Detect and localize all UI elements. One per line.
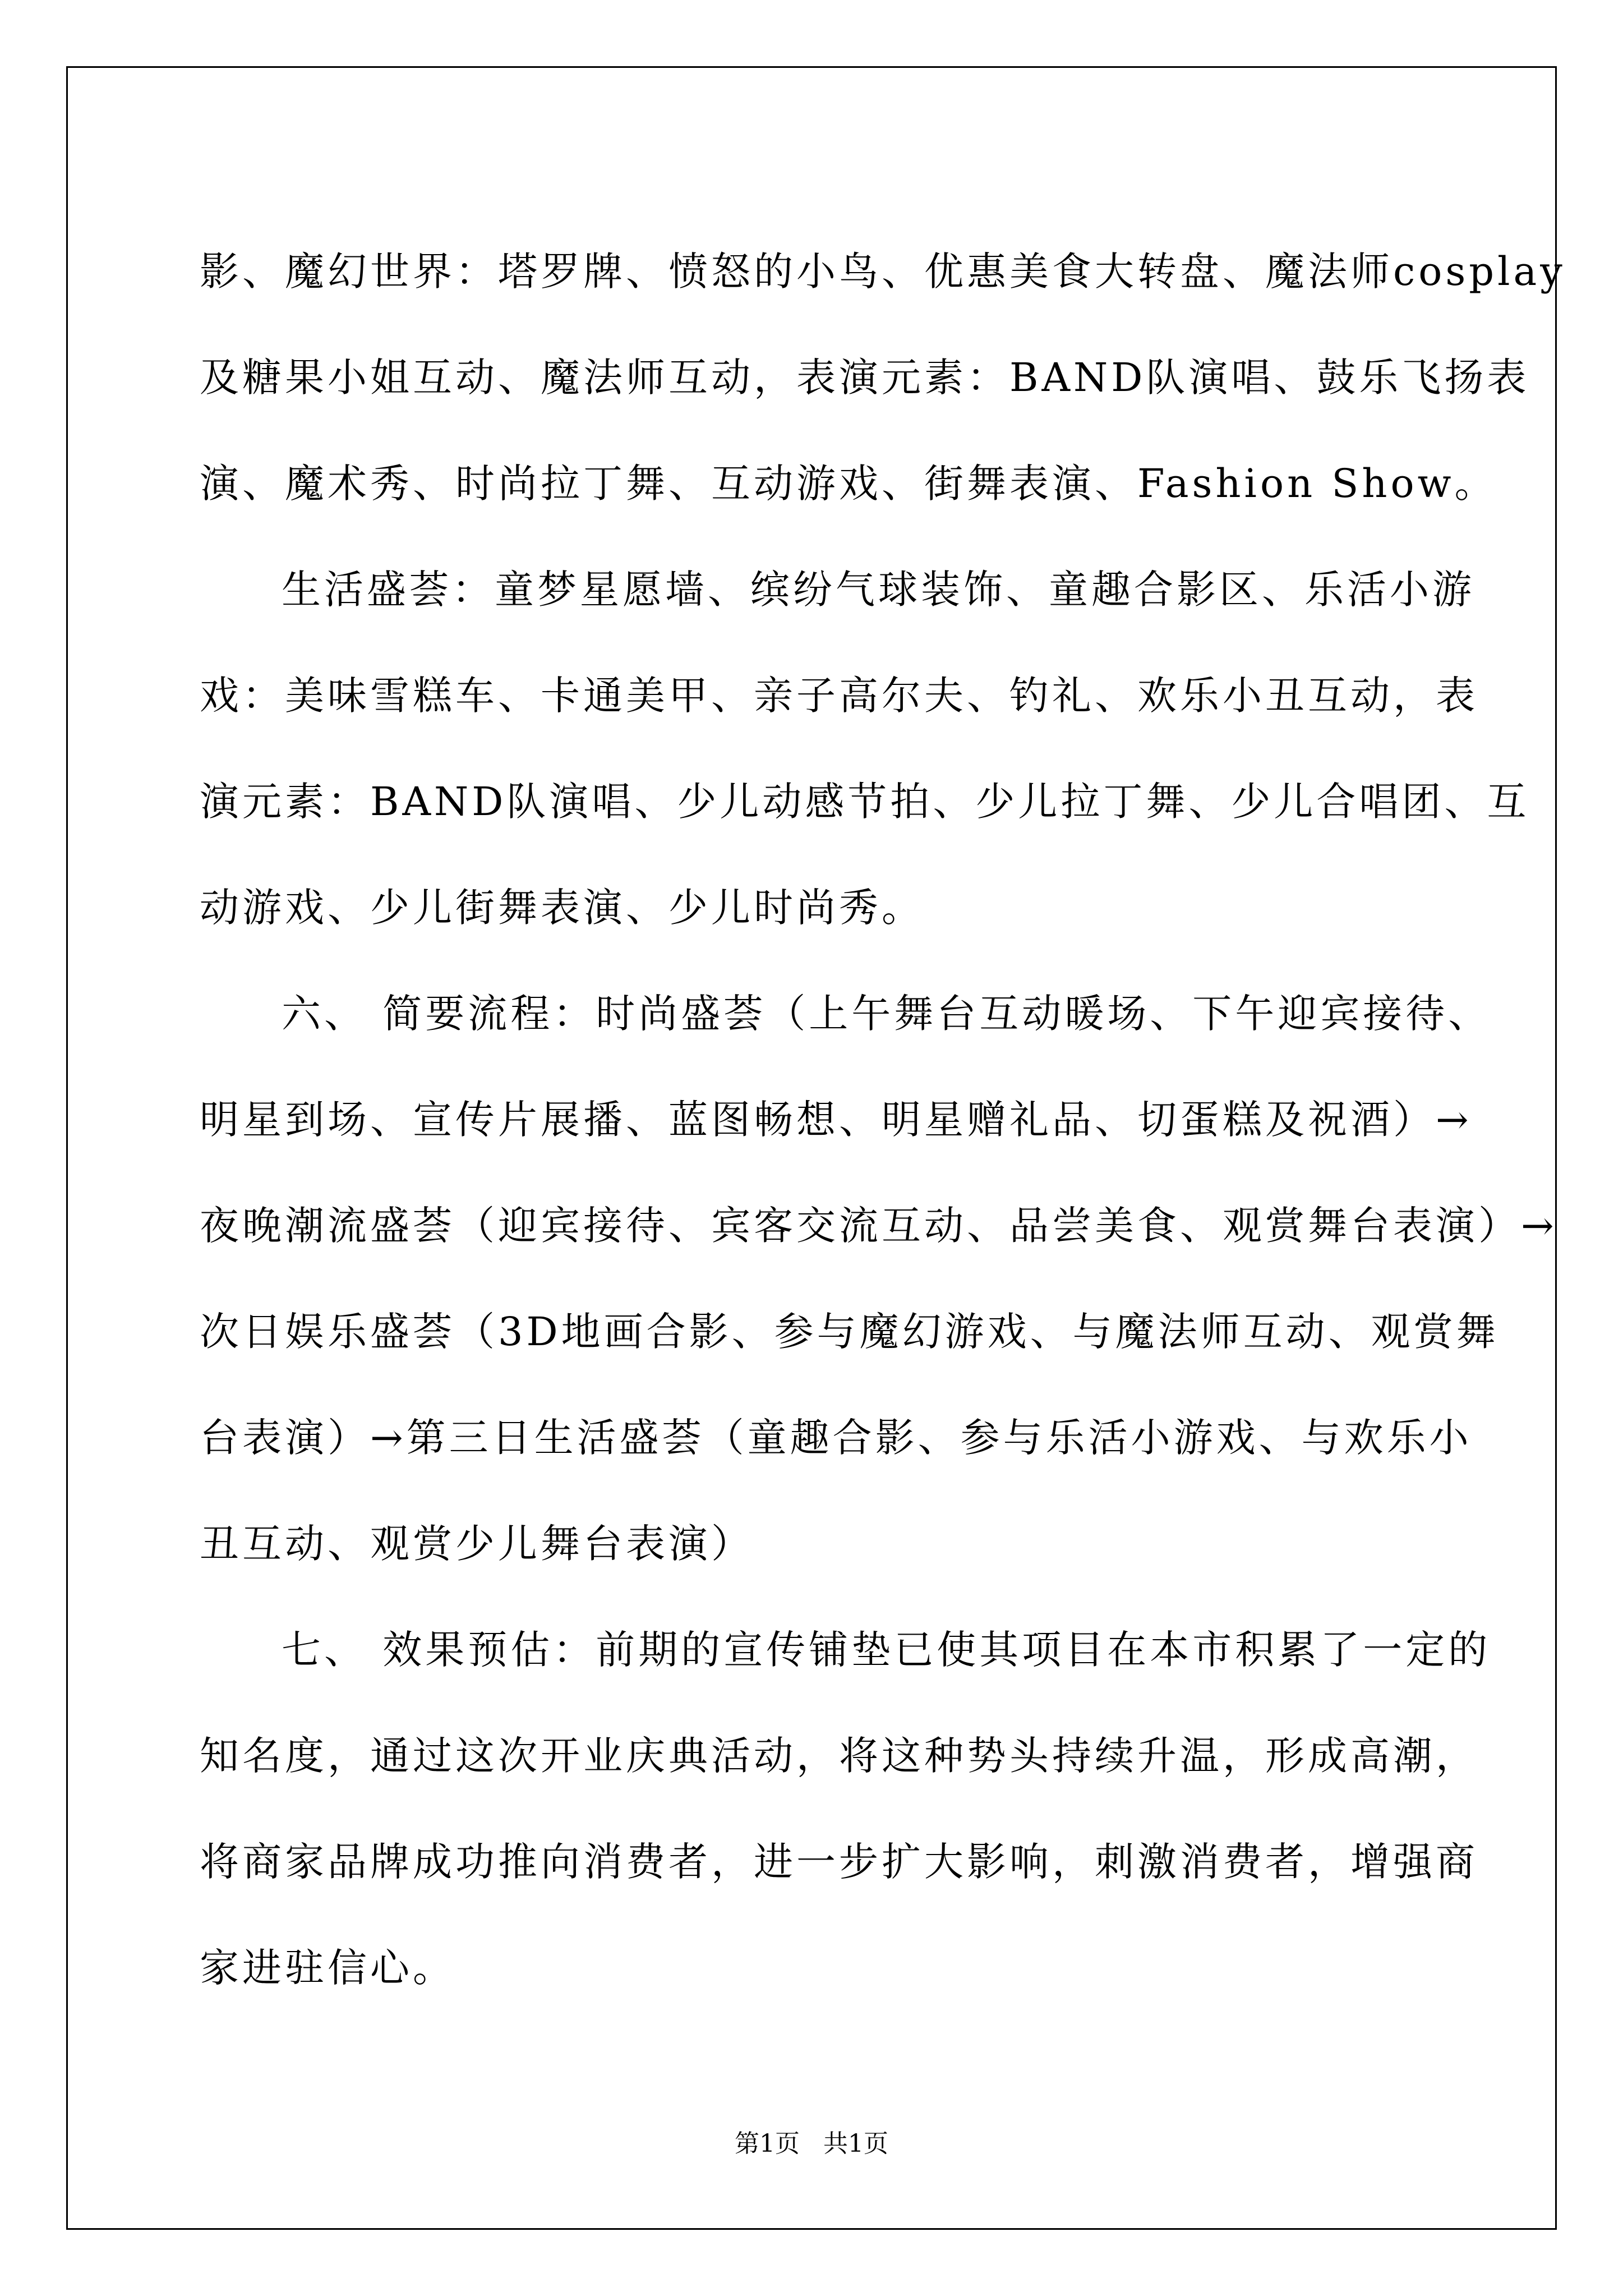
text-line: 生活盛荟：童梦星愿墙、缤纷气球装饰、童趣合影区、乐活小游 — [282, 567, 1475, 613]
paragraph-effect — [200, 1597, 1491, 2021]
page-count: 共1页 — [823, 2129, 888, 2158]
text-line: 明星到场、宣传片展播、蓝图畅想、明星赠礼品、切蛋糕及祝酒）→ — [200, 1097, 1472, 1143]
text-line: 丑互动、观赏少儿舞台表演） — [200, 1521, 754, 1567]
paragraph-process — [200, 961, 1557, 1597]
text-line: 次日娱乐盛荟（3D地画合影、参与魔幻游戏、与魔法师互动、观赏舞 — [200, 1309, 1499, 1355]
page-number: 第1页 — [735, 2129, 800, 2158]
text-line: 及糖果小姐互动、魔法师互动，表演元素：BAND队演唱、鼓乐飞扬表 — [200, 355, 1530, 401]
text-line: 动游戏、少儿街舞表演、少儿时尚秀。 — [200, 885, 924, 931]
text-line: 演元素：BAND队演唱、少儿动感节拍、少儿拉丁舞、少儿合唱团、互 — [200, 779, 1530, 825]
text-line: 台表演）→第三日生活盛荟（童趣合影、参与乐活小游戏、与欢乐小 — [200, 1415, 1472, 1461]
text-line: 夜晚潮流盛荟（迎宾接待、宾客交流互动、品尝美食、观赏舞台表演）→ — [200, 1203, 1557, 1249]
paragraph-entertainment — [200, 219, 1566, 537]
text-line: 戏：美味雪糕车、卡通美甲、亲子高尔夫、钓礼、欢乐小丑互动，表 — [200, 673, 1478, 719]
text-line: 影、魔幻世界：塔罗牌、愤怒的小鸟、优惠美食大转盘、魔法师cosplay — [200, 249, 1566, 295]
text-line: 知名度，通过这次开业庆典活动，将这种势头持续升温，形成高潮， — [200, 1733, 1478, 1779]
text-line: 将商家品牌成功推向消费者，进一步扩大影响，刺激消费者，增强商 — [200, 1839, 1478, 1885]
paragraph-life — [200, 537, 1530, 961]
page-footer — [0, 2123, 1623, 2159]
document-body — [200, 219, 1566, 2021]
text-line: 七、 效果预估：前期的宣传铺垫已使其项目在本市积累了一定的 — [282, 1627, 1491, 1673]
text-line: 家进驻信心。 — [200, 1945, 455, 1991]
text-line: 六、 简要流程：时尚盛荟（上午舞台互动暖场、下午迎宾接待、 — [282, 991, 1491, 1037]
text-line: 演、魔术秀、时尚拉丁舞、互动游戏、街舞表演、Fashion Show。 — [200, 461, 1497, 507]
